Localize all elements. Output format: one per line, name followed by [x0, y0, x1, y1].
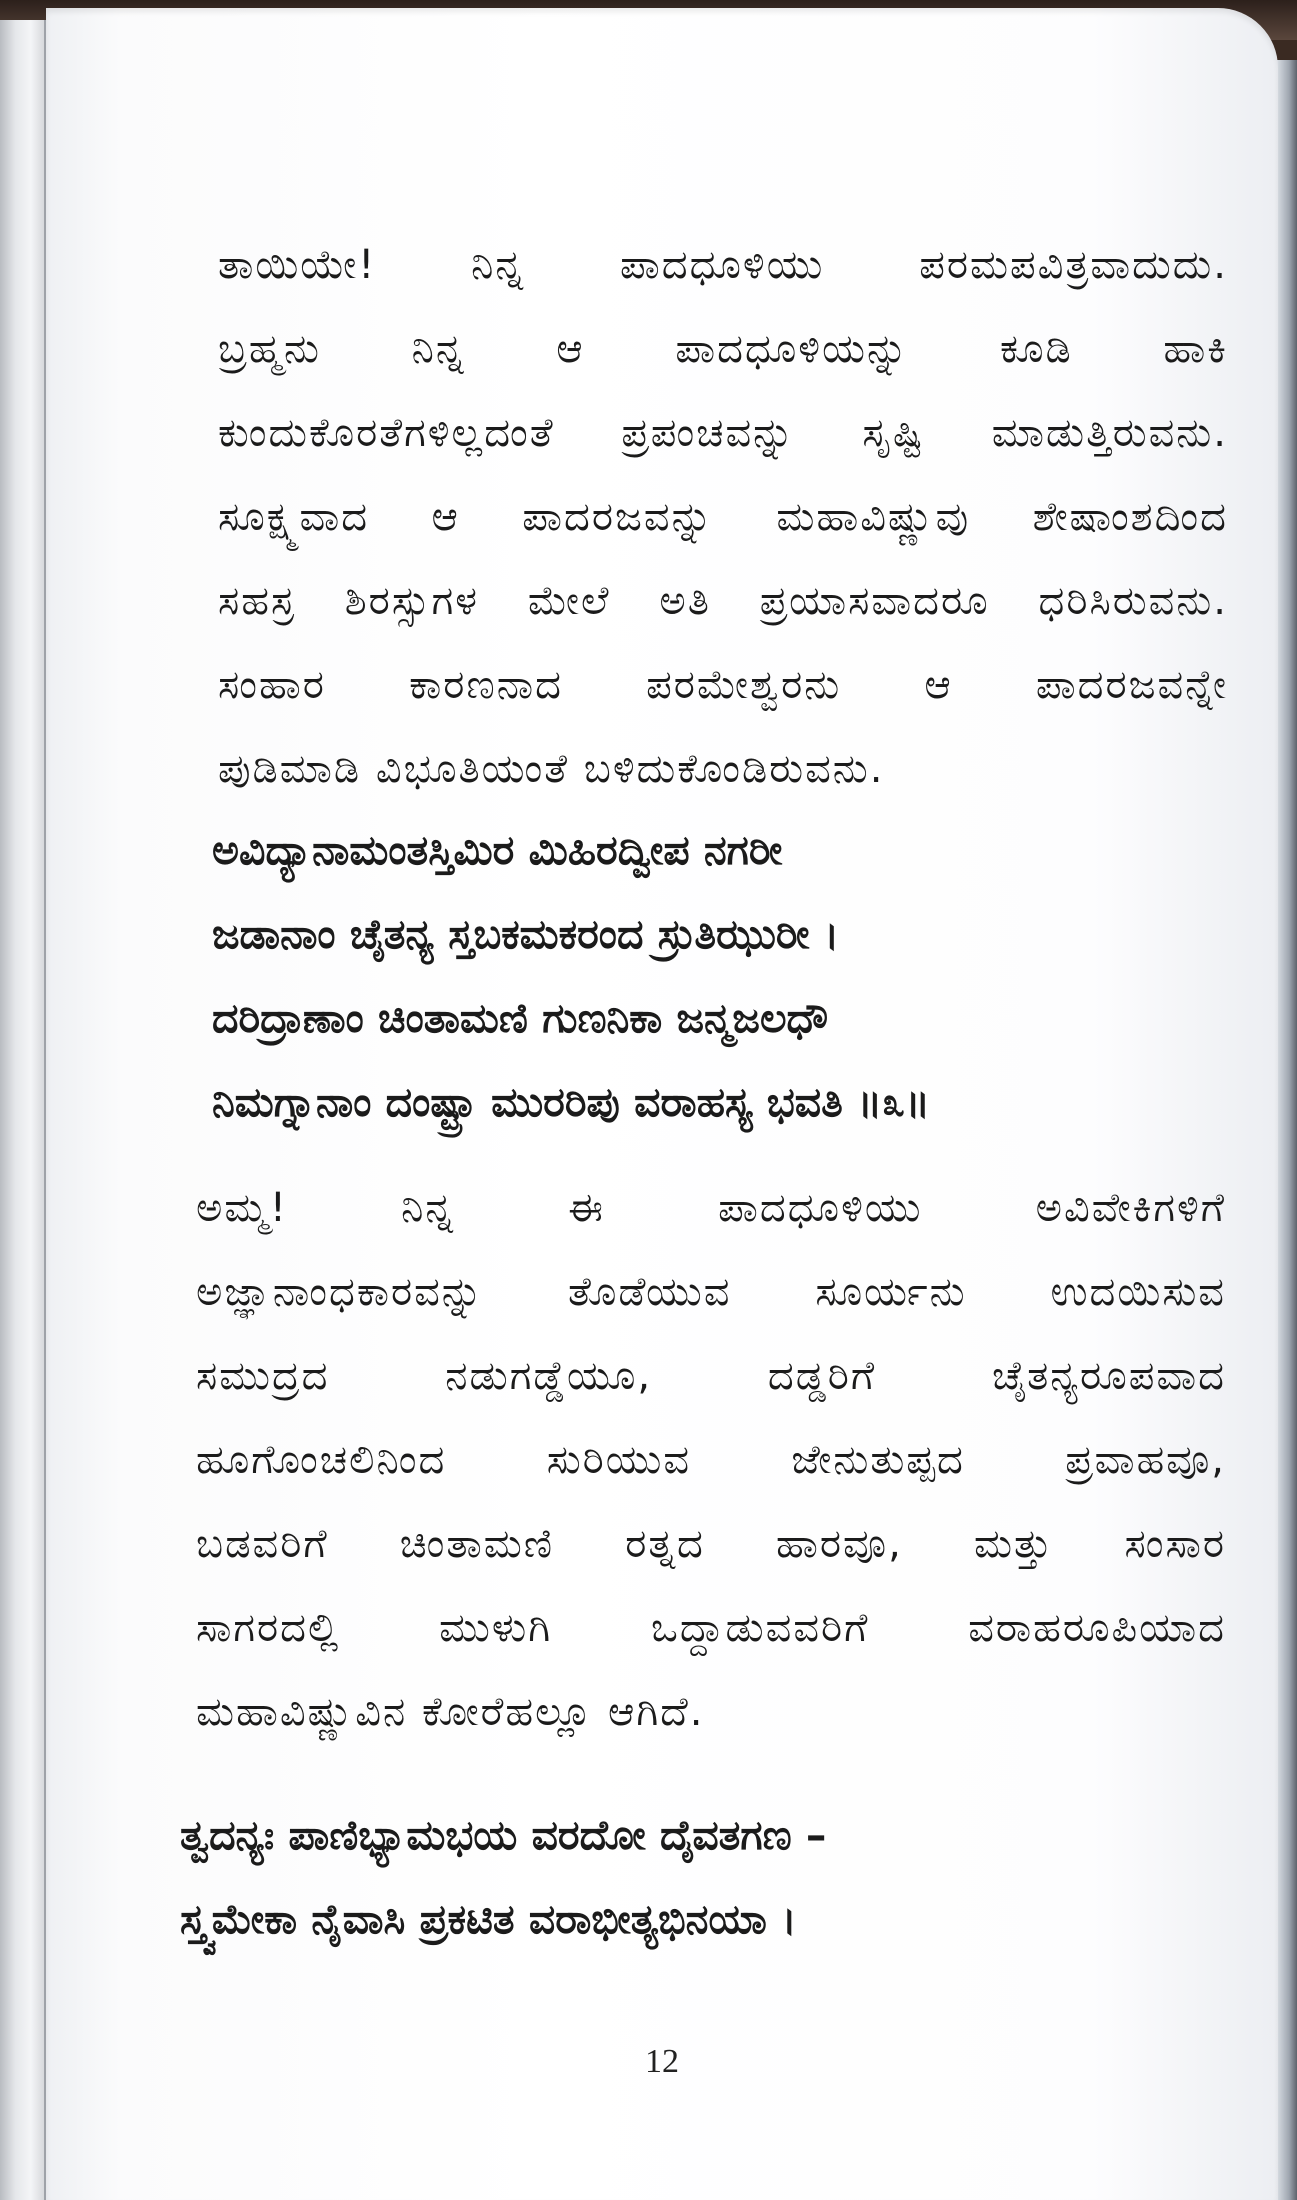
sanskrit-verse-1	[212, 808, 1222, 1144]
paragraph-line: ತಾಯಿಯೇ! ನಿನ್ನ ಪಾದಧೂಳಿಯು ಪರಮಪವಿತ್ರವಾದುದು.	[218, 242, 1228, 288]
paragraph-line: ಹೂಗೊಂಚಲಿನಿಂದ ಸುರಿಯುವ ಜೇನುತುಪ್ಪದ ಪ್ರವಾಹವೂ,	[196, 1437, 1226, 1483]
paragraph-line: ಅಜ್ಞಾನಾಂಧಕಾರವನ್ನು ತೊಡೆಯುವ ಸೂರ್ಯನು ಉದಯಿಸುವ	[196, 1269, 1226, 1315]
paragraph-line: ಮಹಾವಿಷ್ಣುವಿನ ಕೋರೆಹಲ್ಲೂ ಆಗಿದೆ.	[196, 1689, 705, 1735]
book-page-edges-right	[1277, 60, 1297, 2200]
kannada-paragraph-2	[196, 1166, 1226, 1754]
paragraph-line: ಸಾಗರದಲ್ಲಿ ಮುಳುಗಿ ಒದ್ದಾಡುವವರಿಗೆ ವರಾಹರೂಪಿಯಾದ	[196, 1605, 1226, 1651]
paragraph-line: ಪುಡಿಮಾಡಿ ವಿಭೂತಿಯಂತೆ ಬಳಿದುಕೊಂಡಿರುವನು.	[218, 746, 885, 792]
book-page	[46, 8, 1278, 2200]
verse-line: ದರಿದ್ರಾಣಾಂ ಚಿಂತಾಮಣಿ ಗುಣನಿಕಾ ಜನ್ಮಜಲಧೌ	[212, 994, 829, 1042]
paragraph-line: ಕುಂದುಕೊರತೆಗಳಿಲ್ಲದಂತೆ ಪ್ರಪಂಚವನ್ನು ಸೃಷ್ಟಿ ಮಾಡುತ್ತಿರುವನು.	[218, 410, 1228, 456]
book-page-edges-left	[0, 20, 46, 2200]
paragraph-line: ಸಂಹಾರ ಕಾರಣನಾದ ಪರಮೇಶ್ವರನು ಆ ಪಾದರಜವನ್ನೇ	[218, 662, 1228, 708]
paragraph-line: ಸಹಸ್ರ ಶಿರಸ್ಸುಗಳ ಮೇಲೆ ಅತಿ ಪ್ರಯಾಸವಾದರೂ ಧರಿಸಿರುವನು.	[218, 578, 1228, 624]
paragraph-line: ಬಡವರಿಗೆ ಚಿಂತಾಮಣಿ ರತ್ನದ ಹಾರವೂ, ಮತ್ತು ಸಂಸಾರ	[196, 1521, 1226, 1567]
verse-line: ಅವಿದ್ಯಾನಾಮಂತಸ್ತಿಮಿರ ಮಿಹಿರದ್ವೀಪ ನಗರೀ	[212, 826, 783, 874]
paragraph-line: ಸಮುದ್ರದ ನಡುಗಡ್ಡೆಯೂ, ದಡ್ಡರಿಗೆ ಚೈತನ್ಯರೂಪವಾದ	[196, 1353, 1226, 1399]
verse-line: ಸ್ತ್ವಮೇಕಾ ನೈವಾಸಿ ಪ್ರಕಟಿತ ವರಾಭೀತ್ಯಭಿನಯಾ ।	[180, 1895, 797, 1943]
paragraph-line: ಬ್ರಹ್ಮನು ನಿನ್ನ ಆ ಪಾದಧೂಳಿಯನ್ನು ಕೂಡಿ ಹಾಕಿ	[218, 326, 1228, 372]
verse-line: ತ್ವದನ್ಯಃ ಪಾಣಿಭ್ಯಾಮಭಯ ವರದೋ ದೈವತಗಣ –	[180, 1811, 827, 1859]
kannada-paragraph-1	[218, 223, 1228, 811]
verse-line: ನಿಮಗ್ನಾನಾಂ ದಂಷ್ಟ್ರಾ ಮುರರಿಪು ವರಾಹಸ್ಯ ಭವತಿ ॥೩॥	[212, 1078, 931, 1126]
sanskrit-verse-2	[180, 1793, 1190, 1961]
page-number: 12	[645, 2043, 679, 2080]
paragraph-line: ಅಮ್ಮ! ನಿನ್ನ ಈ ಪಾದಧೂಳಿಯು ಅವಿವೇಕಿಗಳಿಗೆ	[196, 1185, 1226, 1231]
verse-line: ಜಡಾನಾಂ ಚೈತನ್ಯ ಸ್ತಬಕಮಕರಂದ ಸ್ರುತಿಝುರೀ ।	[212, 910, 840, 958]
paragraph-line: ಸೂಕ್ಷ್ಮವಾದ ಆ ಪಾದರಜವನ್ನು ಮಹಾವಿಷ್ಣುವು ಶೇಷಾಂಶದಿಂದ	[218, 494, 1228, 540]
